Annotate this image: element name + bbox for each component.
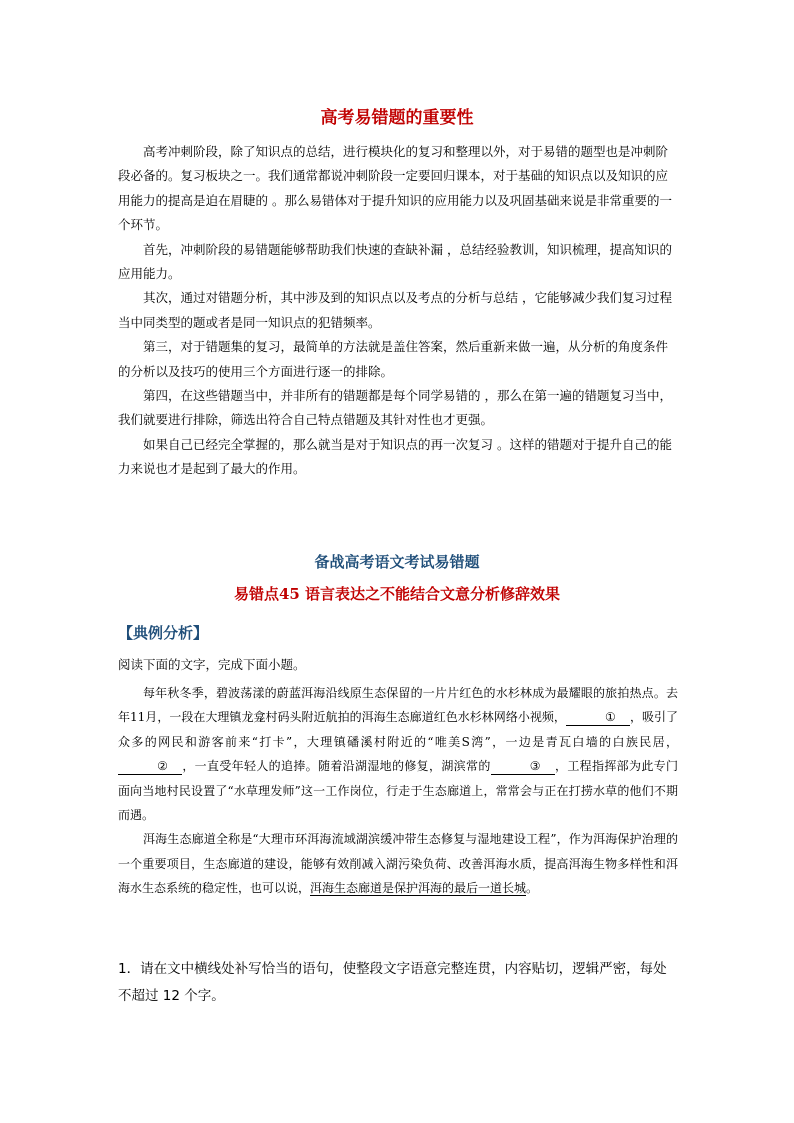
blank-3: ③: [491, 759, 555, 775]
example-analysis-label: 【典例分析】: [118, 624, 209, 642]
passage-paragraph: [118, 681, 678, 827]
section-title: 备战高考语文考试易错题: [314, 553, 480, 571]
passage-text: 每年秋冬季，碧波荡漾的蔚蓝洱海沿线原生态保留的一片片红色的水杉林成为最耀眼的旅拍热点。去年11月，一段在大理镇龙龛村码头附近航拍的洱海生态廊道红色水杉林网络小视频，: [118, 686, 678, 725]
passage-text: 。: [526, 881, 539, 896]
blank-2: ②: [118, 759, 182, 775]
passage-paragraph: [118, 827, 678, 900]
intro-paragraph: 其次，通过对错题分析，其中涉及到的知识点以及考点的分析与总结 ，它能够减少我们复习过程当中同类型的题或者是同一知识点的犯错频率。: [118, 290, 672, 330]
page-title: 高考易错题的重要性: [320, 108, 474, 128]
reading-passage: [118, 681, 678, 901]
intro-paragraph: 第四，在这些错题当中，并非所有的错题都是每个同学易错的 ，那么在第一遍的错题复习当中，我们就要进行排除，筛选出符合自己特点错题及其针对性也才更强。: [118, 388, 672, 428]
error-point-title: 易错点45 语言表达之不能结合文意分析修辞效果: [233, 585, 561, 603]
intro-paragraph: 如果自己已经完全掌握的，那么就当是对于知识点的再一次复习 。这样的错题对于提升自己的能力来说也才是起到了最大的作用。: [118, 436, 672, 477]
question-1: 1．请在文中横线处补写恰当的语句，使整段文字语意完整连贯，内容贴切，逻辑严密，每处不超过 12 个字。: [118, 961, 667, 1004]
blank-1: ①: [566, 710, 630, 726]
passage-text: ，工程指挥部为此专门面向当地村民设置了“水草理发师”这一工作岗位，行走于生态廊道上，常常会与正在打捞水草的他们不期而遇。: [118, 759, 678, 823]
intro-paragraph: 首先，冲刺阶段的易错题能够帮助我们快速的查缺补漏 ，总结经验教训，知识梳理，提高知识的应用能力。: [118, 241, 672, 282]
intro-section: [118, 140, 678, 482]
passage-text: ，吸引了众多的网民和游客前来“打卡”，大理镇磻溪村附近的“唯美S湾”，一边是青瓦白墙的白族民居，: [118, 710, 678, 749]
reading-instruction: 阅读下面的文字，完成下面小题。: [118, 657, 306, 672]
intro-paragraph: 高考冲刺阶段，除了知识点的总结，进行模块化的复习和整理以外，对于易错的题型也是冲刺阶段必备的。复习板块之一。我们通常都说冲刺阶段一定要回归课本，对于基础的知识点以及知识的应用能力的提高是迫在眉睫的 。那么易错体对于提升知识的应用能力以及巩固基础来说是非常重要的一个环节。: [118, 144, 672, 233]
underlined-sentence: 洱海生态廊道是保护洱海的最后一道长城: [310, 881, 527, 896]
passage-text: ，一直受年轻人的追捧。随着沿湖湿地的修复，湖滨常的: [182, 759, 491, 774]
intro-paragraph: 第三，对于错题集的复习，最简单的方法就是盖住答案，然后重新来做一遍，从分析的角度条件的分析以及技巧的使用三个方面进行逐一的排除。: [118, 339, 669, 379]
passage-text: 洱海生态廊道全称是“大理市环洱海流域湖滨缓冲带生态修复与湿地建设工程”，作为洱海保护治理的一个重要项目，生态廊道的建设，能够有效削减入湖污染负荷、改善洱海水质，提高洱海生物多样性和洱海水生态系统的稳定性，也可以说，: [118, 832, 678, 896]
